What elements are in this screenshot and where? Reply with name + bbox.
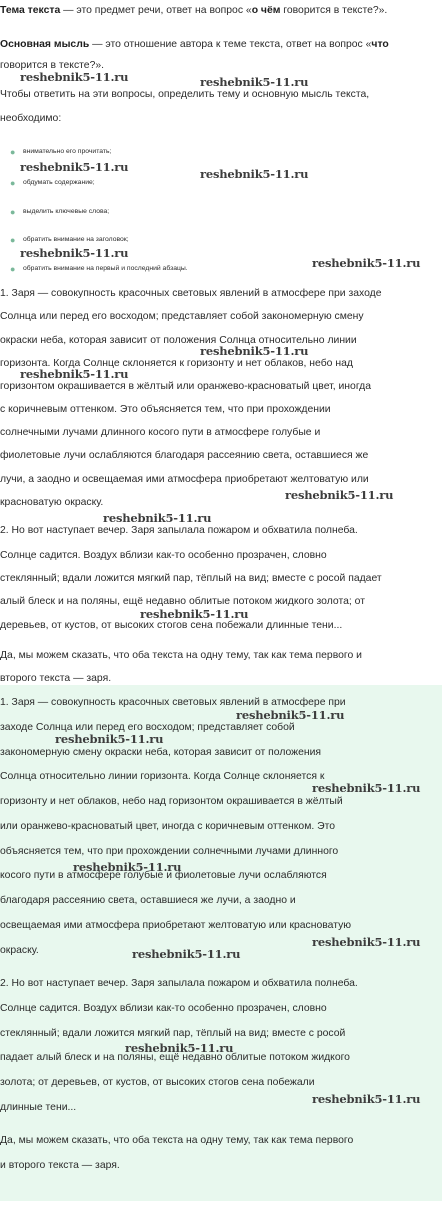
watermark: reshebnik5-11.ru [312,1092,421,1106]
idea-definition [0,38,389,52]
text-line: 1. Заря — совокупность красочных световых явлений в атмосфере при заходе [0,288,382,299]
text-line: объясняется тем, что при прохождении солнечными лучами длинного [0,846,339,857]
watermark: reshebnik5-11.ru [140,607,249,621]
topic-question: о чём [251,5,281,16]
bullet-icon: ● [10,235,16,245]
text-line: окраску. [0,945,39,956]
list-item [0,233,442,247]
list-item-label: внимательно его прочитать; [23,148,112,155]
watermark: reshebnik5-11.ru [285,488,394,502]
watermark: reshebnik5-11.ru [312,256,421,270]
list-item [0,145,442,159]
text-line: лучи, а заодно и освещаемая ими атмосфера приобретают желтоватую или [0,474,369,485]
text-line: алый блеск и на поляны, ещё недавно облитые потоком жидкого золота; от [0,596,365,607]
topic-text-a: — это предмет речи, ответ на вопрос « [60,5,252,16]
text-line: заходе Солнца или перед его восходом; представляет собой [0,722,295,733]
text-line: стеклянный; вдали ложится мягкий пар, тёплый на вид; вместе с росой [0,1028,346,1039]
topic-text-b: говорится в тексте?». [280,5,388,16]
text-line: горизонта. Когда Солнце склоняется к горизонту и нет облаков, небо над [0,358,353,369]
text-line: солнечными лучами длинного косого пути в атмосфере голубые и [0,427,321,438]
text-line: стеклянный; вдали ложится мягкий пар, тёплый на вид; вместе с росой падает [0,573,382,584]
instructions-line1: Чтобы ответить на эти вопросы, определить тему и основную мысль текста, [0,89,370,100]
idea-text: — это отношение автора к теме текста, ответ на вопрос « [89,39,372,50]
watermark: reshebnik5-11.ru [132,947,241,961]
watermark: reshebnik5-11.ru [20,70,129,84]
text-line: освещаемая ими атмосфера приобретают желтоватую или красноватую [0,920,352,931]
text-line: 1. Заря — совокупность красочных световых явлений в атмосфере при [0,697,346,708]
bullet-icon: ● [10,178,16,188]
topic-definition [0,4,387,18]
watermark: reshebnik5-11.ru [312,781,421,795]
text-line: золота; от деревьев, от кустов, от высоких стогов сена побежали [0,1077,315,1088]
watermark: reshebnik5-11.ru [236,708,345,722]
list-item-label: обратить внимание на первый и последний абзацы. [23,265,188,272]
watermark: reshebnik5-11.ru [200,344,309,358]
watermark: reshebnik5-11.ru [125,1041,234,1055]
text-line: 2. Но вот наступает вечер. Заря запылала пожаром и обхватила полнеба. [0,978,358,989]
text-line: 2. Но вот наступает вечер. Заря запылала пожаром и обхватила полнеба. [0,525,358,536]
watermark: reshebnik5-11.ru [20,160,129,174]
text-line: падает алый блеск и на поляны, ещё недавно облитые потоком жидкого [0,1052,350,1063]
text-line: второго текста — заря. [0,673,112,684]
text-line: длинные тени... [0,1102,77,1113]
text-line: или оранжево-красноватый цвет, иногда с коричневым оттенком. Это [0,821,336,832]
text-line: с коричневым оттенком. Это объясняется тем, что при прохождении [0,404,331,415]
list-item [0,205,442,219]
text-line: деревьев, от кустов, от высоких стогов сена побежали длинные тени... [0,620,343,631]
watermark: reshebnik5-11.ru [20,246,129,260]
watermark: reshebnik5-11.ru [312,935,421,949]
text-line: окраски неба, которая зависит от положения Солнца относительно линии [0,335,357,346]
watermark: reshebnik5-11.ru [200,75,309,89]
text-line: Да, мы можем сказать, что оба текста на одну тему, так как тема первого и [0,650,362,661]
text-line: Солнца или перед его восходом; представляет собой закономерную смену [0,311,364,322]
list-item-label: обдумать содержание; [23,179,95,186]
text-line: Да, мы можем сказать, что оба текста на одну тему, так как тема первого [0,1135,354,1146]
list-item-label: обратить внимание на заголовок; [23,236,129,243]
text-line: Солнце садится. Воздух вблизи как-то особенно прозрачен, словно [0,550,327,561]
idea-definition-line2: говорится в тексте?». [0,60,105,71]
text-line: и второго текста — заря. [0,1160,120,1171]
watermark: reshebnik5-11.ru [55,732,164,746]
text-line: горизонту и нет облаков, небо над горизонтом окрашивается в жёлтый [0,796,343,807]
watermark: reshebnik5-11.ru [73,860,182,874]
instructions-line2: необходимо: [0,113,62,124]
watermark: reshebnik5-11.ru [20,367,129,381]
text-line: закономерную смену окраски неба, которая зависит от положения [0,747,322,758]
watermark: reshebnik5-11.ru [103,511,212,525]
text-line: Солнце садится. Воздух вблизи как-то особенно прозрачен, словно [0,1003,327,1014]
text-line: Солнца относительно линии горизонта. Когда Солнце склоняется к [0,771,325,782]
list-item-label: выделить ключевые слова; [23,208,110,215]
bullet-icon: ● [10,147,16,157]
text-line: горизонтом окрашивается в жёлтый или оранжево-красноватый цвет, иногда [0,381,371,392]
topic-term: Тема текста [0,5,61,16]
text-line: фиолетовые лучи ослабляются благодаря рассеянию света, оставшиеся же [0,450,369,461]
idea-term: Основная мысль [0,39,90,50]
idea-question: что [371,39,389,50]
watermark: reshebnik5-11.ru [200,167,309,181]
text-line: косого пути в атмосфере голубые и фиолетовые лучи ослабляются [0,870,327,881]
bullet-icon: ● [10,207,16,217]
bullet-icon: ● [10,264,16,274]
text-line: красноватую окраску. [0,497,104,508]
text-line: благодаря рассеянию света, оставшиеся же лучи, а заодно и [0,895,296,906]
